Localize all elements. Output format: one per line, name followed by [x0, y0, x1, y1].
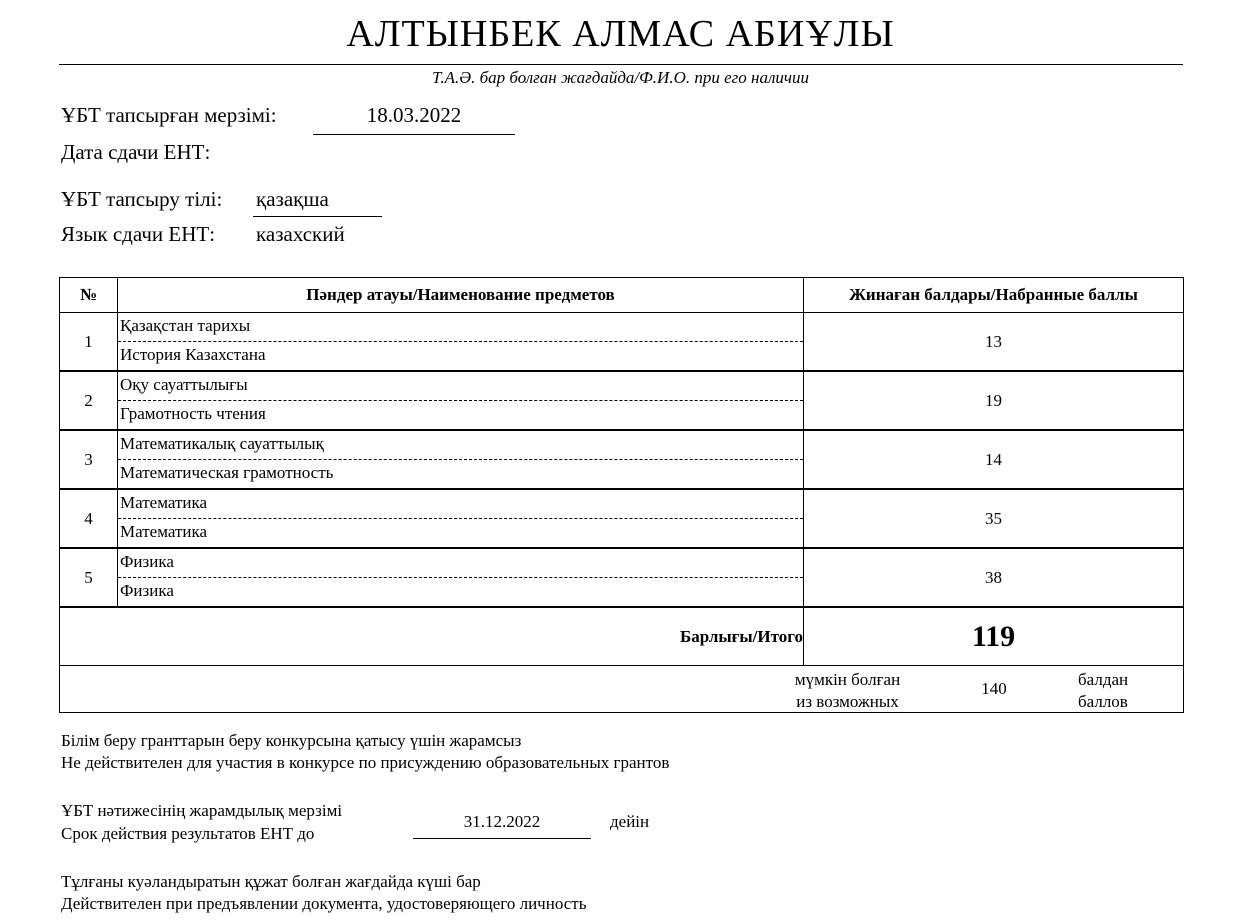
row-number: 1: [60, 313, 118, 372]
subject-names: [118, 430, 804, 489]
validity-label-ru: Срок действия результатов ЕНТ до: [61, 824, 315, 843]
subject-name-ru: Математика: [120, 522, 208, 541]
subject-score: 13: [804, 313, 1184, 372]
exam-language-label-ru: Язык сдачи ЕНТ:: [61, 222, 216, 246]
possible-label: [785, 669, 910, 713]
row-number: 3: [60, 430, 118, 489]
header-score: Жинаған балдары/Набранные баллы: [804, 278, 1184, 313]
subject-score: 35: [804, 489, 1184, 548]
subject-names: [118, 313, 804, 372]
total-row: [60, 607, 1184, 666]
table-header-row: [60, 278, 1184, 313]
possible-unit-ru: баллов: [1078, 692, 1128, 711]
subject-name-kz: Физика: [118, 549, 803, 578]
name-underline: [59, 64, 1183, 65]
possible-unit-kz: балдан: [1078, 670, 1129, 689]
exam-language-value-ru: казахский: [256, 222, 345, 246]
subject-name-ru: История Казахстана: [120, 345, 266, 364]
table-row: [60, 548, 1184, 607]
total-value: 119: [804, 607, 1184, 666]
subject-name-kz: Қазақстан тарихы: [118, 313, 803, 342]
grant-note-kz: Білім беру гранттарын беру конкурсына қатысу үшін жарамсыз: [61, 731, 522, 750]
score-table: [59, 277, 1184, 713]
exam-language-label-kz: ҰБТ тапсыру тілі:: [61, 187, 223, 211]
header-subject: Пәндер атауы/Наименование предметов: [118, 278, 804, 313]
exam-date-label-kz: ҰБТ тапсырған мерзімі:: [61, 103, 277, 127]
name-caption: Т.А.Ә. бар болған жағдайда/Ф.И.О. при его наличии: [431, 68, 809, 87]
exam-date-value: 18.03.2022: [313, 103, 515, 135]
possible-label-kz: мүмкін болған: [794, 670, 901, 689]
subject-name-kz: Математикалық сауаттылық: [118, 431, 803, 460]
possible-label-ru: из возможных: [796, 692, 899, 711]
validity-label-kz: ҰБТ нәтижесінің жарамдылық мерзімі: [61, 801, 343, 820]
grant-note-ru: Не действителен для участия в конкурсе по присуждению образовательных грантов: [61, 753, 670, 772]
row-number: 2: [60, 371, 118, 430]
subject-score: 38: [804, 548, 1184, 607]
table-row: [60, 489, 1184, 548]
table-row: [60, 430, 1184, 489]
subject-name-kz: Оқу сауаттылығы: [118, 372, 803, 401]
subject-name-ru: Физика: [120, 581, 174, 600]
table-row: [60, 313, 1184, 372]
full-name: АЛТЫНБЕК АЛМАС АБИҰЛЫ: [346, 13, 895, 55]
row-number: 5: [60, 548, 118, 607]
validity-suffix: дейін: [610, 812, 650, 831]
subject-score: 14: [804, 430, 1184, 489]
id-note-kz: Тұлғаны куәландыратын құжат болған жағдайда күші бар: [61, 872, 481, 891]
id-note-ru: Действителен при предъявлении документа, удостоверяющего личность: [61, 894, 587, 913]
possible-cell: [60, 666, 1184, 713]
exam-language-value-kz: қазақша: [253, 187, 382, 217]
subject-names: [118, 548, 804, 607]
exam-date-label-ru: Дата сдачи ЕНТ:: [61, 140, 211, 164]
possible-unit: [1078, 669, 1128, 713]
subject-name-ru: Грамотность чтения: [120, 404, 266, 423]
subject-score: 19: [804, 371, 1184, 430]
header-number: №: [60, 278, 118, 313]
possible-value: 140: [981, 679, 1007, 698]
table-row: [60, 371, 1184, 430]
subject-names: [118, 489, 804, 548]
validity-date: 31.12.2022: [413, 812, 591, 839]
subject-name-kz: Математика: [118, 490, 803, 519]
row-number: 4: [60, 489, 118, 548]
subject-name-ru: Математическая грамотность: [120, 463, 334, 482]
total-label: Барлығы/Итого: [60, 607, 804, 666]
possible-row: [60, 666, 1184, 713]
subject-names: [118, 371, 804, 430]
